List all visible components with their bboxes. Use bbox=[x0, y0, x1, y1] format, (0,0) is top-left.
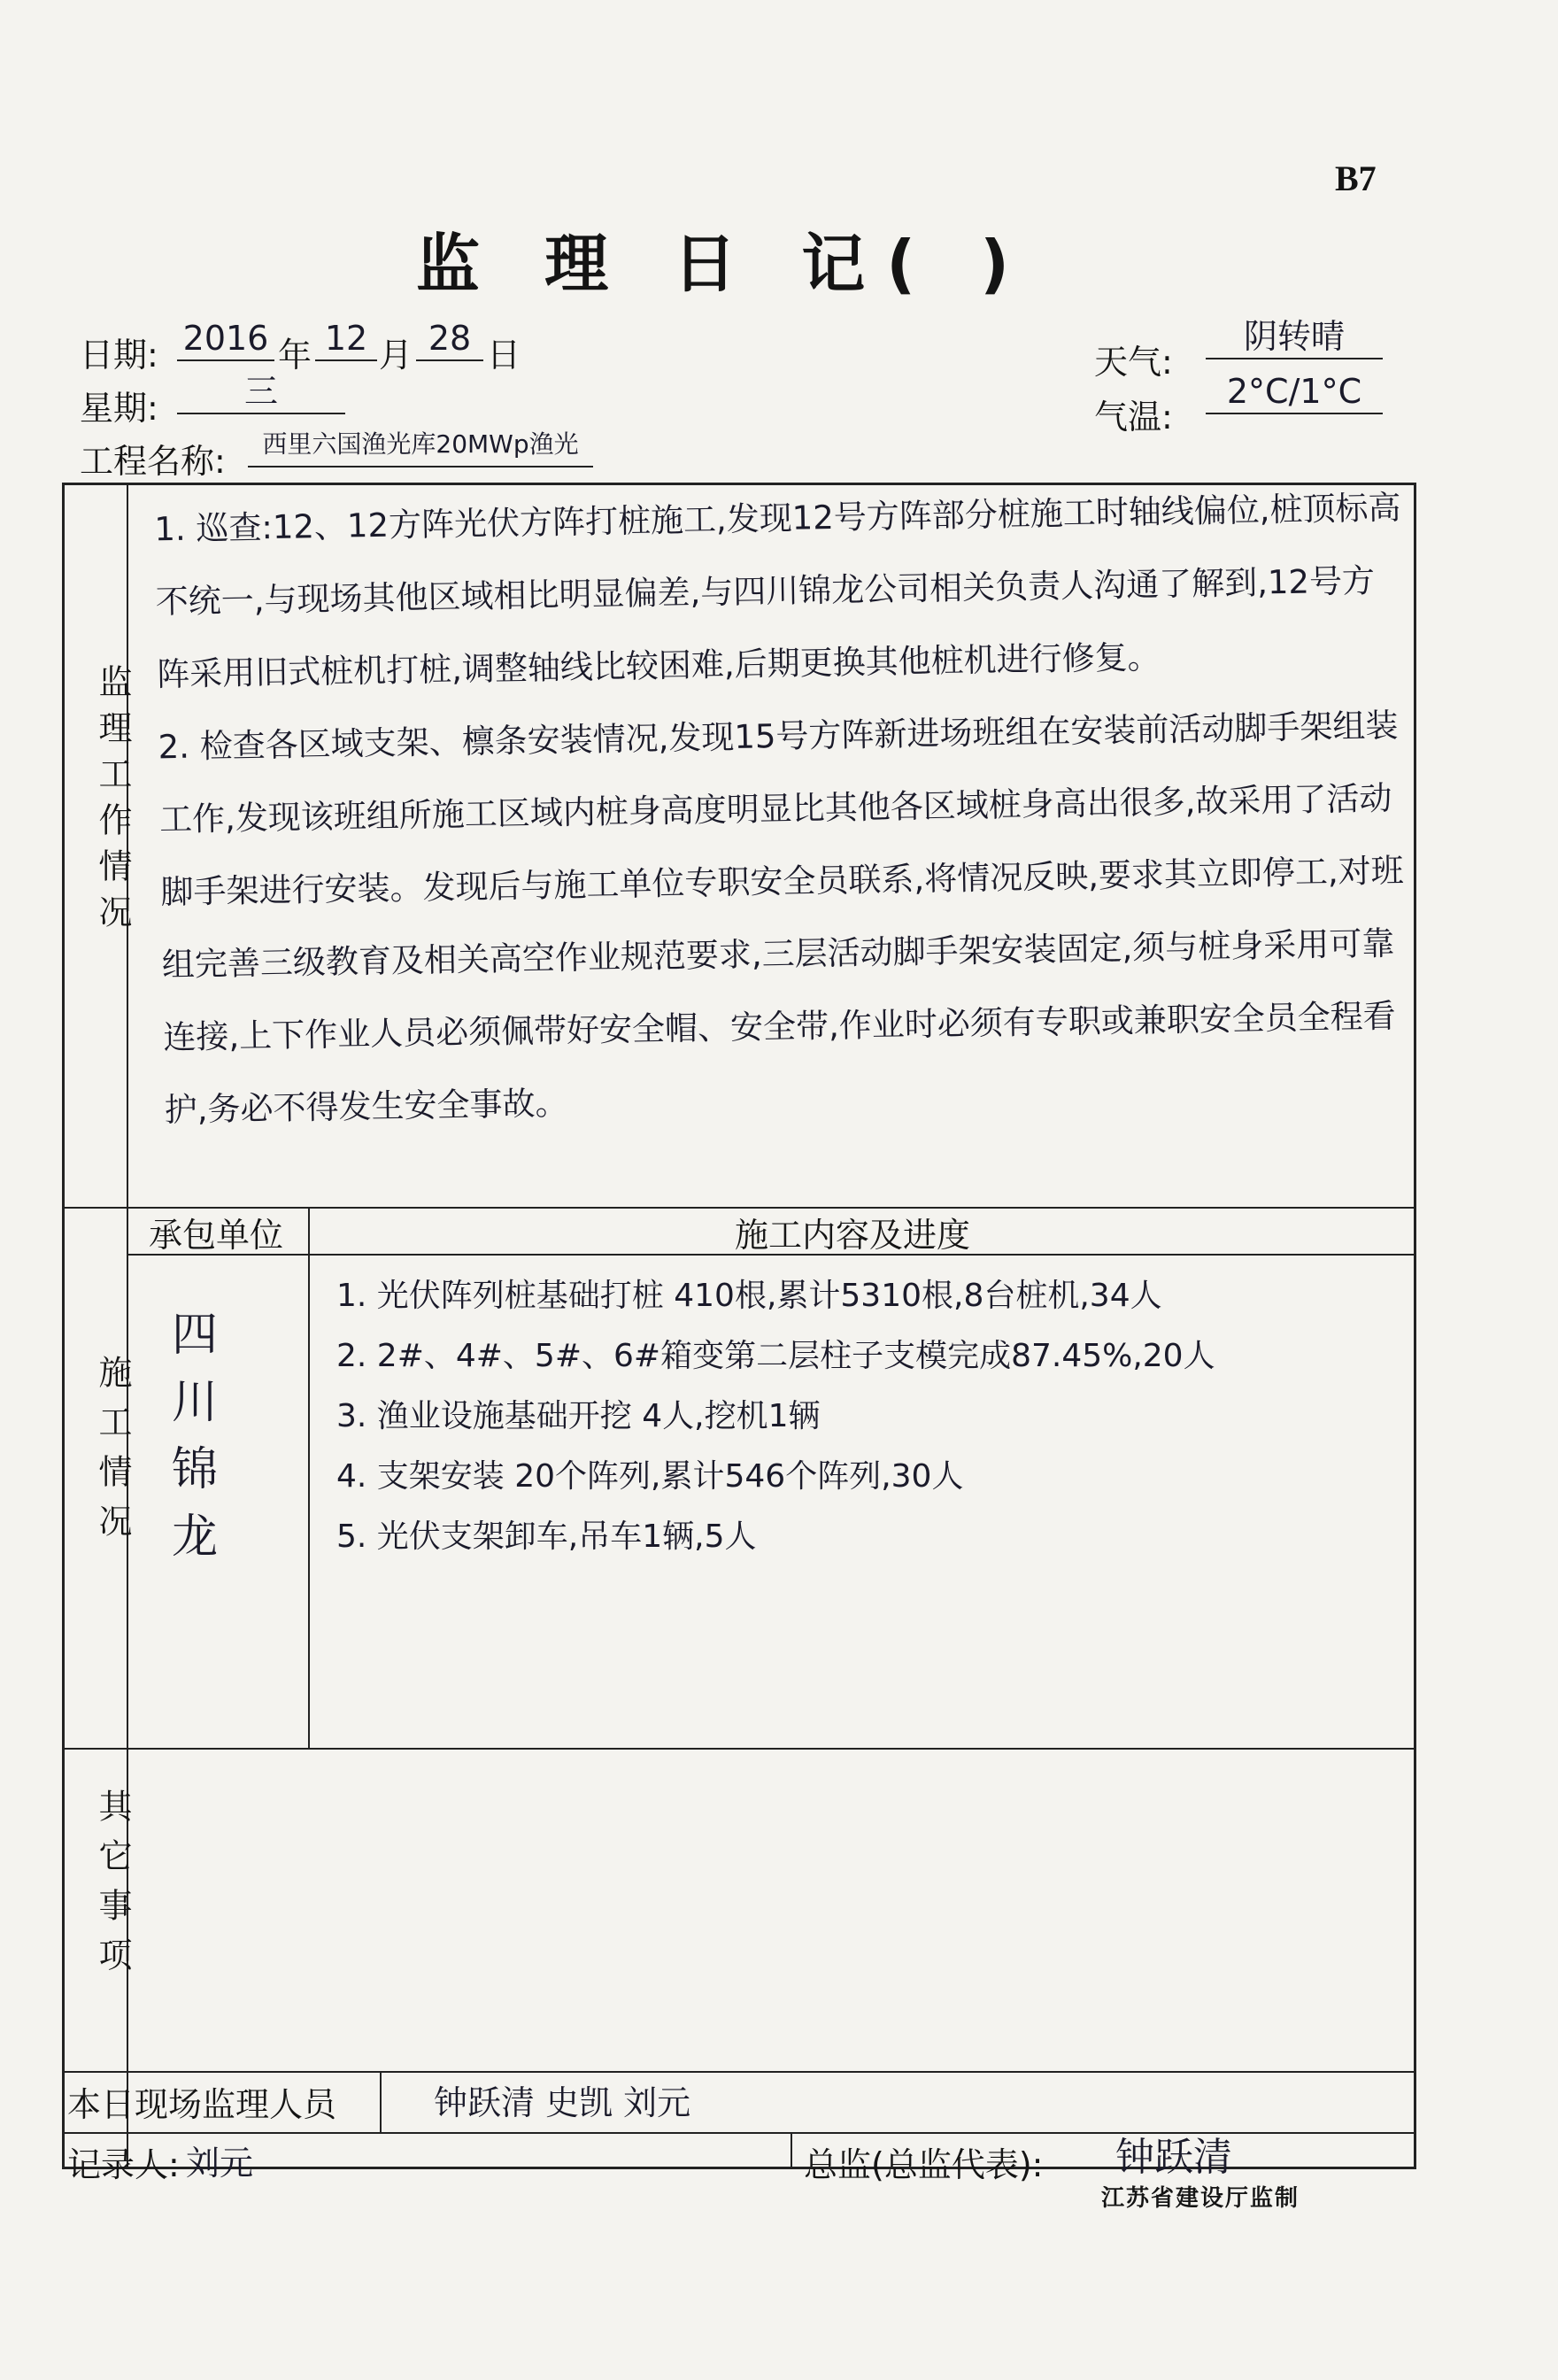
issuer-stamp: 江苏省建设厅监制 bbox=[1101, 2185, 1300, 2212]
progress-item: 1. 光伏阵列桩基础打桩 410根,累计5310根,8台桩机,34人 bbox=[336, 1278, 1162, 1314]
project-name: 西里六国渔光库20MWp渔光 bbox=[248, 423, 593, 468]
year-label: 年 bbox=[278, 336, 312, 375]
supervision-section-label: 监理工作情况 bbox=[93, 664, 132, 940]
progress-column-header: 施工内容及进度 bbox=[735, 1216, 971, 1255]
chief-label: 总监(总监代表): bbox=[804, 2145, 1044, 2184]
recorder-divider bbox=[791, 2132, 792, 2167]
staff-divider bbox=[380, 2071, 382, 2132]
progress-item: 4. 支架安装 20个阵列,累计546个阵列,30人 bbox=[336, 1458, 964, 1495]
progress-item: 3. 渔业设施基础开挖 4人,挖机1辆 bbox=[336, 1398, 821, 1434]
row-divider-construction bbox=[65, 1748, 1414, 1750]
day-label: 日 bbox=[487, 336, 521, 375]
date-year: 2016 bbox=[177, 317, 274, 361]
other-section-label: 其它事项 bbox=[93, 1789, 132, 1987]
temp-value: 2°C/1°C bbox=[1206, 370, 1383, 414]
contractor-column-divider bbox=[308, 1207, 310, 1748]
date-month: 12 bbox=[315, 317, 377, 361]
weekday-label: 星期: bbox=[80, 389, 158, 428]
contractor-column-header: 承包单位 bbox=[149, 1216, 284, 1255]
contractor-name: 四川锦龙 bbox=[171, 1309, 218, 1564]
project-label: 工程名称: bbox=[80, 442, 226, 481]
page-title: 监 理 日 记( ) bbox=[416, 227, 1031, 301]
progress-item: 2. 2#、4#、5#、6#箱变第二层柱子支模完成87.45%,20人 bbox=[336, 1338, 1215, 1374]
chief-signature: 钟跃清 bbox=[1115, 2135, 1232, 2180]
weekday-value: 三 bbox=[177, 370, 345, 414]
construction-section-label: 施工情况 bbox=[93, 1355, 132, 1553]
supervision-note-1: 1. 巡查:12、12方阵光伏方阵打桩施工,发现12号方阵部分桩施工时轴线偏位,桩顶标高不统一,与现场其他区域相比明显偏差,与四川锦龙公司相关负责人沟通了解到,12号方阵采用旧式桩机打桩,调整轴线比较困难,后期更换其他桩机进行修复。 bbox=[153, 488, 1401, 694]
temp-label: 气温: bbox=[1094, 398, 1173, 437]
date-label: 日期: bbox=[80, 336, 158, 375]
form-code: B7 bbox=[1335, 158, 1377, 198]
staff-label: 本日现场监理人员 bbox=[67, 2085, 337, 2124]
recorder-name: 刘元 bbox=[186, 2144, 254, 2183]
recorder-label: 记录人: bbox=[67, 2145, 180, 2184]
supervision-notes bbox=[154, 472, 1414, 1147]
month-label: 月 bbox=[379, 336, 413, 375]
staff-names: 钟跃清 史凯 刘元 bbox=[434, 2083, 691, 2122]
progress-item: 5. 光伏支架卸车,吊车1辆,5人 bbox=[336, 1518, 757, 1555]
weather-label: 天气: bbox=[1094, 343, 1173, 382]
weather-value: 阴转晴 bbox=[1206, 315, 1383, 359]
row-divider-other bbox=[62, 2071, 1414, 2073]
supervision-note-2: 2. 检查各区域支架、檩条安装情况,发现15号方阵新进场班组在安装前活动脚手架组装工作,发现该班组所施工区域内桩身高度明显比其他各区域桩身高出很多,故采用了活动脚手架进行安装。发现后与施工单位专职安全员联系,将情况反映,要求其立即停工,对班组完善三级教育及相关高空作业规范要求,三层活动脚手架安装固定,须与桩身采用可靠连接,上下作业人员必须佩带好安全帽、安全带,作业时必须有专职或兼职安全员全程看护,务必不得发生安全事故。 bbox=[158, 706, 1404, 1130]
date-day: 28 bbox=[416, 317, 483, 361]
progress-list bbox=[336, 1266, 1215, 1567]
